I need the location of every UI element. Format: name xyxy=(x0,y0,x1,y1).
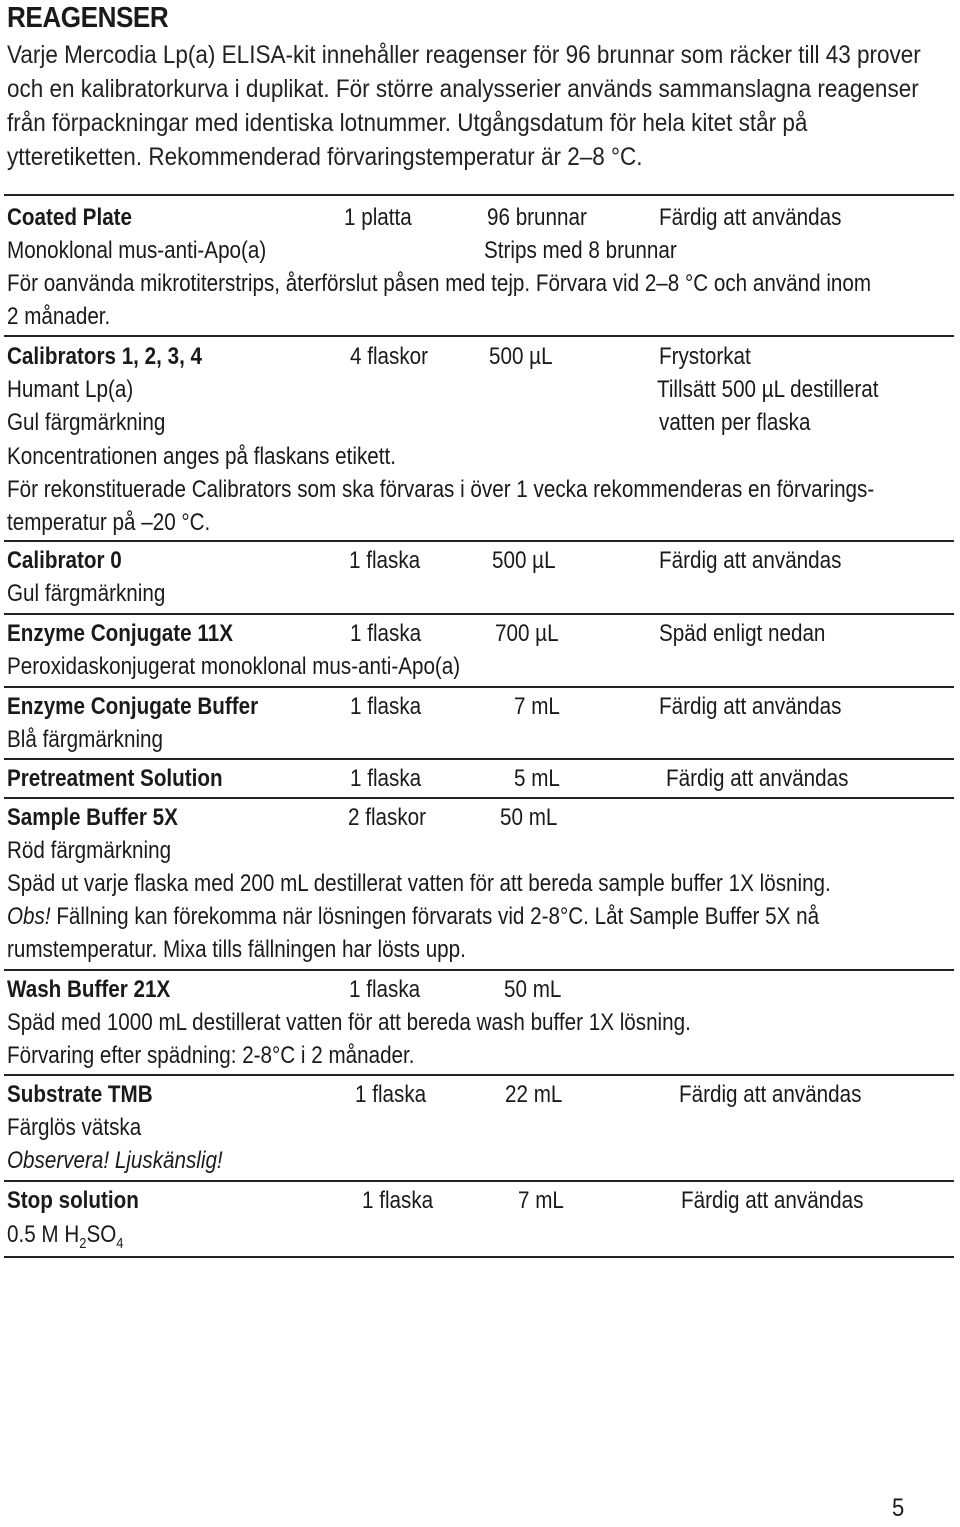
sample-buffer-note: Späd ut varje flaska med 200 mL destillerat vatten för att bereda sample buffer 1X lösning. xyxy=(7,870,831,897)
calibrators-qty: 4 flaskor xyxy=(350,343,429,370)
intro-line: från förpackningar med identiska lotnummer. Utgångsdatum för hela kitet står på xyxy=(7,109,808,137)
divider xyxy=(4,194,954,196)
coated-plate-note: 2 månader. xyxy=(7,303,111,330)
coated-plate-desc2: Strips med 8 brunnar xyxy=(484,237,677,264)
sample-buffer-note xyxy=(7,902,819,932)
calibrators-prep: Frystorkat xyxy=(659,343,751,370)
pretreatment-qty: 1 flaska xyxy=(350,765,422,792)
substrate-desc: Färglös vätska xyxy=(7,1114,142,1141)
calibrators-prep2: Tillsätt 500 µL destillerat xyxy=(657,376,879,403)
wash-buffer-qty: 1 flaska xyxy=(349,976,421,1003)
stop-formula xyxy=(7,1220,123,1250)
divider xyxy=(4,797,954,799)
pretreatment-volume: 5 mL xyxy=(514,765,560,792)
calibrator0-name: Calibrator 0 xyxy=(7,547,122,574)
enzyme-conjugate-prep: Späd enligt nedan xyxy=(659,620,826,647)
formula-part: SO xyxy=(86,1221,117,1248)
calibrators-note: Koncentrationen anges på flaskans etikett. xyxy=(7,443,396,470)
sample-buffer-name: Sample Buffer 5X xyxy=(7,804,178,831)
divider xyxy=(4,540,954,542)
formula-subscript: 4 xyxy=(116,1235,124,1252)
calibrators-prep3: vatten per flaska xyxy=(659,409,811,436)
coated-plate-note: För oanvända mikrotiterstrips, återförslut påsen med tejp. Förvara vid 2–8 °C och använd inom xyxy=(7,270,872,297)
coated-plate-qty: 1 platta xyxy=(344,204,412,231)
sample-buffer-note-text: Fällning kan förekomma när lösningen förvarats vid 2-8°C. Låt Sample Buffer 5X nå xyxy=(50,903,820,930)
sample-buffer-note: rumstemperatur. Mixa tills fällningen har lösts upp. xyxy=(7,936,466,963)
divider xyxy=(4,335,954,337)
intro-line: Varje Mercodia Lp(a) ELISA-kit innehåller reagenser för 96 brunnar som räcker till 43 prover xyxy=(7,41,921,69)
substrate-prep: Färdig att användas xyxy=(679,1081,862,1108)
calibrator0-volume: 500 µL xyxy=(492,547,556,574)
enzyme-conjugate-desc: Peroxidaskonjugerat monoklonal mus-anti-Apo(a) xyxy=(7,653,461,680)
substrate-qty: 1 flaska xyxy=(355,1081,427,1108)
divider xyxy=(4,1074,954,1076)
intro-line: ytteretiketten. Rekommenderad förvaringstemperatur är 2–8 °C. xyxy=(7,143,643,171)
calibrators-desc: Humant Lp(a) xyxy=(7,376,134,403)
divider xyxy=(4,1256,954,1258)
intro-line: och en kalibratorkurva i duplikat. För större analysserier används sammanslagna reagenser xyxy=(7,75,919,103)
sample-buffer-desc: Röd färgmärkning xyxy=(7,837,172,864)
intro-paragraph xyxy=(7,38,921,174)
enzyme-buffer-desc: Blå färgmärkning xyxy=(7,726,164,753)
enzyme-buffer-volume: 7 mL xyxy=(514,693,560,720)
page-number: 5 xyxy=(892,1494,905,1522)
substrate-volume: 22 mL xyxy=(505,1081,563,1108)
calibrator0-prep: Färdig att användas xyxy=(659,547,842,574)
formula-part: 0.5 M H xyxy=(7,1221,80,1248)
coated-plate-name: Coated Plate xyxy=(7,204,133,231)
enzyme-buffer-qty: 1 flaska xyxy=(350,693,422,720)
calibrator0-desc: Gul färgmärkning xyxy=(7,580,166,607)
wash-buffer-name: Wash Buffer 21X xyxy=(7,976,171,1003)
wash-buffer-volume: 50 mL xyxy=(504,976,562,1003)
calibrators-note: temperatur på –20 °C. xyxy=(7,509,211,536)
divider xyxy=(4,686,954,688)
coated-plate-volume: 96 brunnar xyxy=(487,204,587,231)
substrate-warning: Observera! Ljuskänslig! xyxy=(7,1147,223,1174)
formula-subscript: 2 xyxy=(79,1235,87,1252)
pretreatment-prep: Färdig att användas xyxy=(666,765,849,792)
divider xyxy=(4,613,954,615)
wash-buffer-note: Späd med 1000 mL destillerat vatten för att bereda wash buffer 1X lösning. xyxy=(7,1009,691,1036)
section-heading: REAGENSER xyxy=(7,2,169,34)
stop-name: Stop solution xyxy=(7,1187,139,1214)
sample-buffer-qty: 2 flaskor xyxy=(348,804,427,831)
stop-volume: 7 mL xyxy=(518,1187,564,1214)
calibrator0-qty: 1 flaska xyxy=(349,547,421,574)
obs-emphasis: Obs! xyxy=(7,903,51,930)
pretreatment-name: Pretreatment Solution xyxy=(7,765,223,792)
calibrators-name: Calibrators 1, 2, 3, 4 xyxy=(7,343,203,370)
enzyme-conjugate-name: Enzyme Conjugate 11X xyxy=(7,620,233,647)
sample-buffer-volume: 50 mL xyxy=(500,804,558,831)
enzyme-conjugate-volume: 700 µL xyxy=(495,620,559,647)
calibrators-note: För rekonstituerade Calibrators som ska förvaras i över 1 vecka rekommenderas en förvarings- xyxy=(7,476,875,503)
calibrators-desc2: Gul färgmärkning xyxy=(7,409,166,436)
divider xyxy=(4,1180,954,1182)
stop-prep: Färdig att användas xyxy=(681,1187,864,1214)
enzyme-conjugate-qty: 1 flaska xyxy=(350,620,422,647)
substrate-name: Substrate TMB xyxy=(7,1081,153,1108)
enzyme-buffer-name: Enzyme Conjugate Buffer xyxy=(7,693,259,720)
coated-plate-desc: Monoklonal mus-anti-Apo(a) xyxy=(7,237,267,264)
calibrators-volume: 500 µL xyxy=(489,343,553,370)
divider xyxy=(4,969,954,971)
divider xyxy=(4,758,954,760)
stop-qty: 1 flaska xyxy=(362,1187,434,1214)
wash-buffer-note: Förvaring efter spädning: 2-8°C i 2 månader. xyxy=(7,1042,415,1069)
coated-plate-prep: Färdig att användas xyxy=(659,204,842,231)
enzyme-buffer-prep: Färdig att användas xyxy=(659,693,842,720)
